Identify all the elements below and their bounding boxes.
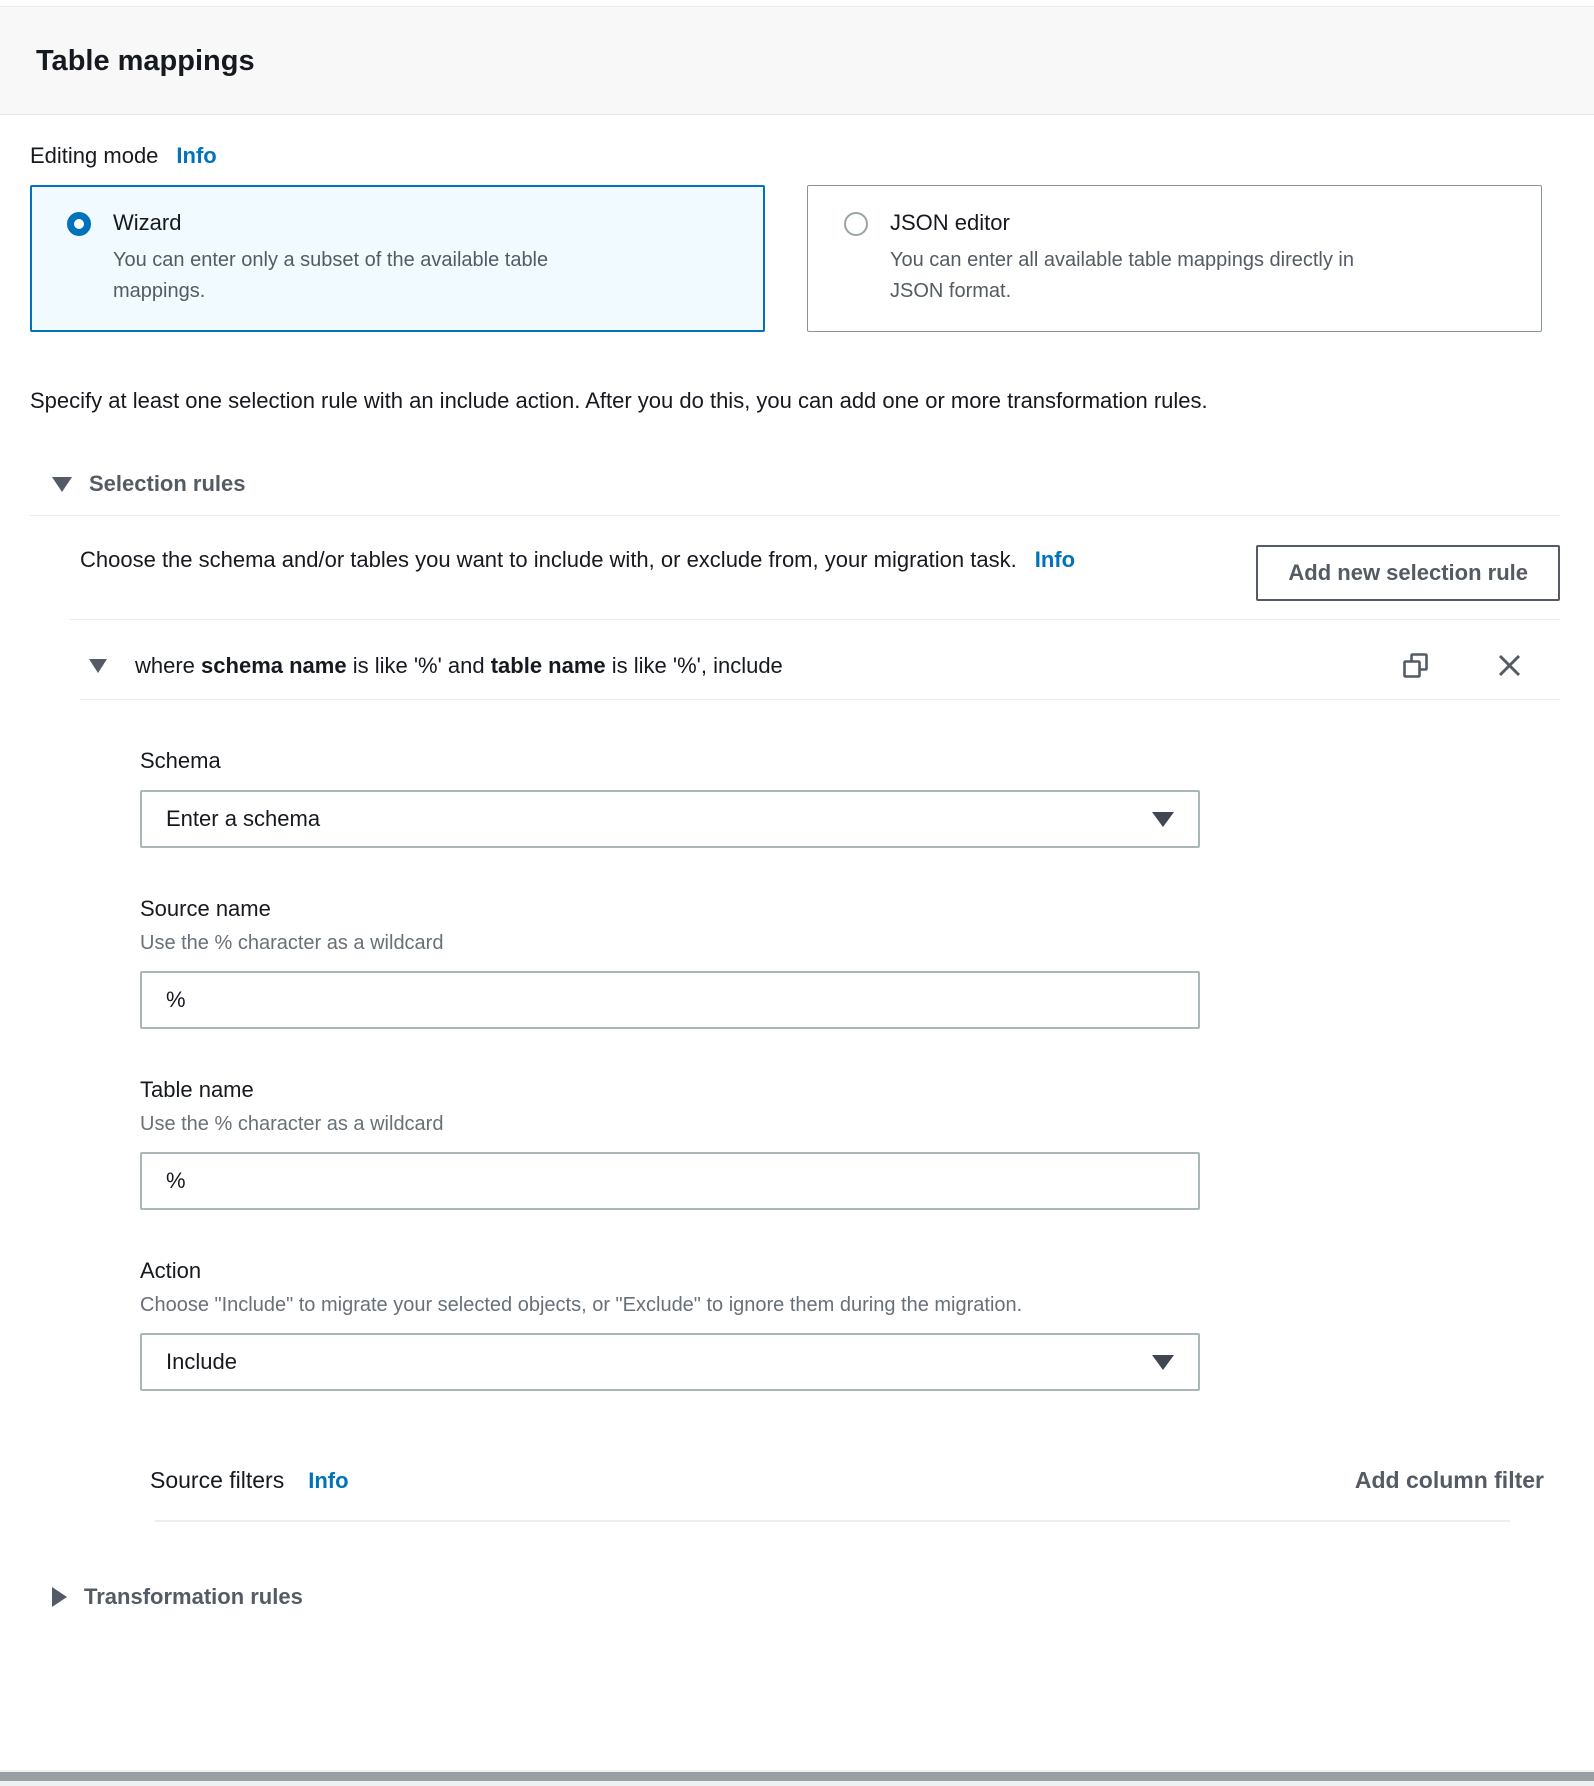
editing-mode-info-link[interactable]: Info <box>176 143 217 168</box>
table-name-field-group <box>140 1077 1560 1210</box>
selection-rules-info-link[interactable]: Info <box>1034 547 1076 572</box>
divider <box>30 515 1560 516</box>
duplicate-rule-button[interactable] <box>1400 650 1431 681</box>
table-name-label: Table name <box>140 1077 254 1102</box>
source-filters-label: Source filters <box>150 1467 285 1493</box>
source-filters-info-link[interactable]: Info <box>308 1468 349 1493</box>
table-name-hint: Use the % character as a wildcard <box>140 1113 444 1135</box>
source-name-hint: Use the % character as a wildcard <box>140 932 444 954</box>
wizard-radio[interactable] <box>67 212 91 236</box>
chevron-right-icon <box>52 1587 67 1607</box>
json-editor-card[interactable] <box>807 185 1542 332</box>
schema-select[interactable] <box>140 790 1200 848</box>
add-column-filter-button[interactable]: Add column filter <box>1354 1467 1544 1493</box>
json-editor-card-description: You can enter all available table mappings directly in JSON format. <box>890 249 1354 302</box>
close-icon <box>1495 651 1524 680</box>
action-label: Action <box>140 1258 202 1283</box>
rule-summary-part: where <box>135 652 202 678</box>
divider <box>155 1520 1510 1522</box>
table-name-input[interactable] <box>140 1152 1200 1210</box>
wizard-card-description: You can enter only a subset of the available table mappings. <box>113 249 549 302</box>
divider <box>70 619 1560 620</box>
caret-down-icon <box>1152 1355 1174 1370</box>
selection-rules-title: Selection rules <box>89 471 246 496</box>
action-select[interactable] <box>140 1333 1200 1391</box>
page-title: Table mappings <box>36 45 255 77</box>
source-filters-row <box>150 1467 1544 1494</box>
chevron-down-icon <box>89 659 107 673</box>
json-editor-card-title: JSON editor <box>890 210 1010 235</box>
panel-header <box>0 6 1594 115</box>
rule-header[interactable] <box>30 650 1560 681</box>
schema-select-value: Enter a schema <box>166 806 321 831</box>
selection-rules-header[interactable] <box>30 471 1560 497</box>
action-hint: Choose "Include" to migrate your selected objects, or "Exclude" to ignore them during the migration. <box>140 1294 1023 1316</box>
selection-rules-description <box>80 540 1080 580</box>
action-select-value: Include <box>166 1349 237 1374</box>
wizard-card-title: Wizard <box>113 210 182 235</box>
bottom-edge-bar <box>0 1770 1594 1786</box>
wizard-card[interactable] <box>30 185 765 332</box>
intro-text: Specify at least one selection rule with an include action. After you do this, you can add one or more transformation rules. <box>30 388 1208 413</box>
editing-mode-label: Editing mode <box>30 143 159 168</box>
copy-icon <box>1400 650 1431 681</box>
rule-summary-part: is like '%' and <box>346 652 491 678</box>
rule-summary-table-name: table name <box>490 652 606 678</box>
selection-rules-description-row <box>30 540 1560 601</box>
rule-summary-schema-name: schema name <box>201 652 347 678</box>
json-editor-radio[interactable] <box>844 212 868 236</box>
remove-rule-button[interactable] <box>1495 651 1524 680</box>
schema-field-group <box>140 748 1560 848</box>
rule-summary <box>135 653 783 679</box>
source-name-input[interactable] <box>140 971 1200 1029</box>
transformation-rules-title: Transformation rules <box>84 1584 303 1609</box>
editing-mode-row <box>30 143 1560 169</box>
action-field-group <box>140 1258 1560 1391</box>
transformation-rules-header[interactable] <box>30 1584 1560 1610</box>
rule-body <box>30 748 1560 1391</box>
chevron-down-icon <box>52 477 72 492</box>
caret-down-icon <box>1152 812 1174 827</box>
editing-mode-cards <box>30 185 1560 332</box>
source-name-field-group <box>140 896 1560 1029</box>
schema-label: Schema <box>140 748 221 773</box>
rule-actions <box>1400 650 1560 681</box>
source-name-label: Source name <box>140 896 271 921</box>
rule-summary-part: is like '%', include <box>605 652 783 678</box>
divider <box>80 699 1560 700</box>
add-selection-rule-button[interactable]: Add new selection rule <box>1256 545 1560 601</box>
selection-rules-description-text: Choose the schema and/or tables you want to include with, or exclude from, your migration task. <box>80 547 1017 572</box>
